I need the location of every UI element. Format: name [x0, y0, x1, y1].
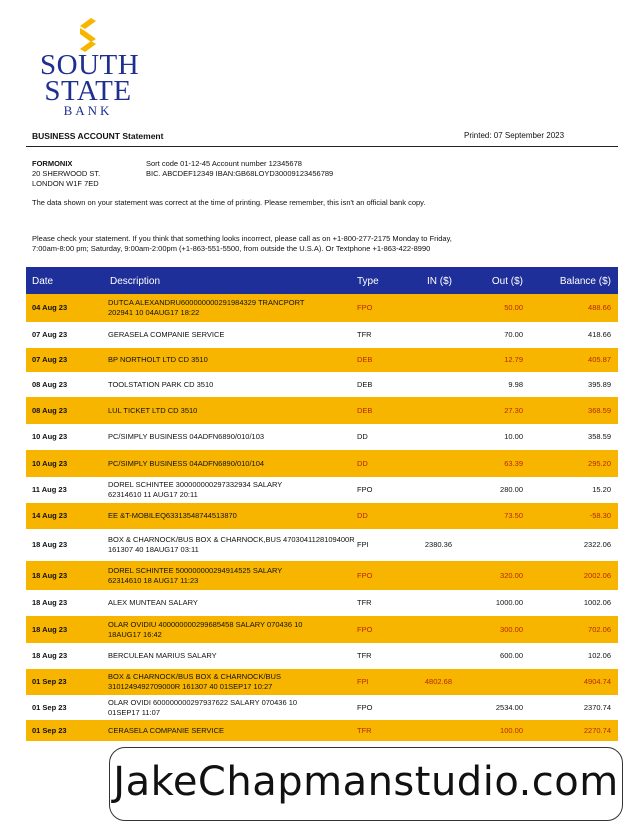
table-row [26, 643, 618, 669]
description-cell [108, 598, 198, 608]
description-line2: 202941 10 04AUG17 18:22 [108, 308, 200, 317]
description-line1: DUTCA ALEXANDRU600000000291984329 TRANCPORT [108, 298, 305, 307]
description-cell [108, 672, 281, 692]
description-line1: BERCULEAN MARIUS SALARY [108, 651, 217, 660]
date-cell: 07 Aug 23 [32, 355, 68, 364]
contact-note: Please check your statement. If you think that something looks incorrect, please call as on +1-800-277-2175 Monday to Friday, 7:00am-8:00 pm; Saturday, 9:00am-2:00pm (+1-863-551-5500, from outside the U.S.A). Or Textphone +1-863-422-8990 [32, 234, 452, 253]
company-name: FORMONIX [32, 159, 73, 168]
balance-cell: 295.20 [588, 459, 611, 468]
out-cell: 12.79 [504, 355, 523, 364]
description-cell [108, 298, 305, 318]
balance-cell: 2370.74 [583, 703, 611, 712]
out-cell: 320.00 [500, 571, 523, 580]
description-line1: ALEX MUNTEAN SALARY [108, 598, 198, 607]
table-row [26, 477, 618, 503]
table-row [26, 561, 618, 590]
account-line1: Sort code 01-12-45 Account number 12345678 [146, 159, 302, 168]
out-cell: 63.39 [504, 459, 523, 468]
type-cell: FPO [357, 485, 373, 494]
date-cell: 04 Aug 23 [32, 303, 68, 312]
description-cell [108, 698, 297, 718]
out-cell: 2534.00 [495, 703, 523, 712]
description-cell [108, 620, 302, 640]
description-cell [108, 726, 224, 736]
type-cell: FPI [357, 540, 369, 549]
description-cell [108, 480, 282, 500]
balance-cell: 488.66 [588, 303, 611, 312]
table-row [26, 669, 618, 695]
out-cell: 27.30 [504, 406, 523, 415]
watermark-banner [109, 747, 623, 821]
date-cell: 18 Aug 23 [32, 625, 68, 634]
out-cell: 9.98 [508, 380, 523, 389]
out-cell: 600.00 [500, 651, 523, 660]
description-cell [108, 459, 264, 469]
description-line1: DOREL SCHINTEE 300000000297332934 SALARY [108, 480, 283, 489]
out-cell: 300.00 [500, 625, 523, 634]
out-cell: 73.50 [504, 511, 523, 520]
table-row [26, 529, 618, 561]
header-date: Date [32, 276, 54, 287]
account-line2: BIC. ABCDEF12349 IBAN:GB68LOYD30009123456789 [146, 169, 334, 178]
description-line1: PC/SIMPLY BUSINESS 04ADFN6890/010/104 [108, 459, 265, 468]
header-balance: Balance ($) [559, 276, 611, 287]
balance-cell: 4904.74 [583, 677, 611, 686]
balance-cell: 405.87 [588, 355, 611, 364]
description-line1: PC/SIMPLY BUSINESS 04ADFN6890/010/103 [108, 432, 265, 441]
bank-name-line2: STATE [44, 75, 132, 107]
out-cell: 100.00 [500, 726, 523, 735]
out-cell: 50.00 [504, 303, 523, 312]
description-line2: 62314610 18 AUG17 11:23 [108, 576, 199, 585]
table-header [26, 267, 618, 294]
type-cell: FPO [357, 571, 373, 580]
description-line1: OLAR OVIDIU 400000000299685458 SALARY 070436 10 [108, 620, 303, 629]
type-cell: FPO [357, 303, 373, 312]
balance-cell: 15.20 [592, 485, 611, 494]
description-cell [108, 432, 264, 442]
date-cell: 18 Aug 23 [32, 598, 68, 607]
table-row [26, 503, 618, 529]
description-line1: EE &T-MOBILEQ63313548744513870 [108, 511, 237, 520]
description-line2: 01SEP17 11:07 [108, 708, 160, 717]
bank-logo [40, 18, 140, 118]
header-in: IN ($) [427, 276, 452, 287]
date-cell: 10 Aug 23 [32, 459, 68, 468]
table-body [26, 294, 618, 741]
transactions-table [26, 267, 618, 741]
type-cell: FPO [357, 625, 373, 634]
out-cell: 1000.00 [495, 598, 523, 607]
description-line1: TOOLSTATION PARK CD 3510 [108, 380, 214, 389]
address-line1: 20 SHERWOOD ST. [32, 169, 101, 178]
type-cell: DD [357, 459, 368, 468]
date-cell: 18 Aug 23 [32, 651, 68, 660]
table-row [26, 348, 618, 372]
statement-title: BUSINESS ACCOUNT Statement [32, 131, 164, 141]
description-cell [108, 535, 355, 555]
type-cell: DD [357, 511, 368, 520]
date-cell: 14 Aug 23 [32, 511, 68, 520]
date-cell: 08 Aug 23 [32, 380, 68, 389]
description-cell [108, 380, 213, 390]
ribbon-s-icon [77, 18, 99, 52]
balance-cell: -58.30 [589, 511, 611, 520]
out-cell: 280.00 [500, 485, 523, 494]
description-line1: BP NORTHOLT LTD CD 3510 [108, 355, 208, 364]
type-cell: DEB [357, 380, 373, 389]
date-cell: 10 Aug 23 [32, 432, 68, 441]
date-cell: 08 Aug 23 [32, 406, 68, 415]
header-out: Out ($) [491, 276, 523, 287]
type-cell: DEB [357, 406, 373, 415]
bank-name-line3: BANK [63, 103, 113, 118]
description-line1: CERASELA COMPANIE SERVICE [108, 726, 225, 735]
header-divider [26, 146, 618, 147]
table-row [26, 372, 618, 397]
balance-cell: 702.06 [588, 625, 611, 634]
balance-cell: 358.59 [588, 432, 611, 441]
balance-cell: 2322.06 [583, 540, 611, 549]
out-cell: 10.00 [504, 432, 523, 441]
description-line2: 161307 40 18AUG17 03:11 [108, 545, 199, 554]
type-cell: DD [357, 432, 368, 441]
type-cell: TFR [357, 598, 372, 607]
table-row [26, 294, 618, 322]
description-line1: LUL TICKET LTD CD 3510 [108, 406, 198, 415]
type-cell: TFR [357, 651, 372, 660]
account-details [146, 159, 333, 179]
date-cell: 07 Aug 23 [32, 330, 68, 339]
date-cell: 18 Aug 23 [32, 571, 68, 580]
printed-date: Printed: 07 September 2023 [464, 131, 565, 140]
table-row [26, 590, 618, 616]
description-line1: DOREL SCHINTEE 500000000294914525 SALARY [108, 566, 283, 575]
header-description: Description [110, 276, 161, 287]
table-row [26, 616, 618, 643]
type-cell: TFR [357, 726, 372, 735]
description-line1: OLAR OVIDI 600000000297937622 SALARY 070436 10 [108, 698, 298, 707]
table-row [26, 695, 618, 720]
header-type: Type [357, 276, 379, 287]
out-cell: 70.00 [504, 330, 523, 339]
balance-cell: 2002.06 [583, 571, 611, 580]
type-cell: FPI [357, 677, 369, 686]
accuracy-note: The data shown on your statement was correct at the time of printing. Please remember, this isn't an official bank copy. [32, 198, 426, 207]
balance-cell: 418.66 [588, 330, 611, 339]
description-cell [108, 330, 224, 340]
table-row [26, 720, 618, 741]
balance-cell: 1002.06 [583, 598, 611, 607]
date-cell: 01 Sep 23 [32, 677, 67, 686]
type-cell: DEB [357, 355, 373, 364]
balance-cell: 2270.74 [583, 726, 611, 735]
balance-cell: 368.59 [588, 406, 611, 415]
description-line1: BOX & CHARNOCK/BUS BOX & CHARNOCK,BUS 4703041128109400R [108, 535, 355, 544]
address-line2: LONDON W1F 7ED [32, 179, 99, 188]
type-cell: TFR [357, 330, 372, 339]
date-cell: 18 Aug 23 [32, 540, 68, 549]
description-cell [108, 406, 197, 416]
balance-cell: 102.06 [588, 651, 611, 660]
type-cell: FPO [357, 703, 373, 712]
description-cell [108, 355, 208, 365]
description-cell [108, 566, 282, 586]
balance-cell: 395.89 [588, 380, 611, 389]
table-row [26, 397, 618, 424]
watermark-text: JakeChapmanstudio.com [113, 759, 619, 805]
description-line1: GERASELA COMPANIE SERVICE [108, 330, 225, 339]
description-line1: BOX & CHARNOCK/BUS BOX & CHARNOCK/BUS [108, 672, 281, 681]
in-cell: 4802.68 [424, 677, 452, 686]
description-cell [108, 651, 217, 661]
description-cell [108, 511, 237, 521]
description-line2: 3101249492709000R 161307 40 01SEP17 10:27 [108, 682, 273, 691]
date-cell: 01 Sep 23 [32, 726, 67, 735]
table-row [26, 424, 618, 450]
table-row [26, 322, 618, 348]
bank-name-line1: SOUTH [40, 49, 140, 81]
date-cell: 01 Sep 23 [32, 703, 67, 712]
date-cell: 11 Aug 23 [32, 485, 67, 494]
in-cell: 2380.36 [424, 540, 452, 549]
customer-address [32, 159, 100, 189]
table-row [26, 450, 618, 477]
description-line2: 18AUG17 16:42 [108, 630, 162, 639]
description-line2: 62314610 11 AUG17 20:11 [108, 490, 198, 499]
